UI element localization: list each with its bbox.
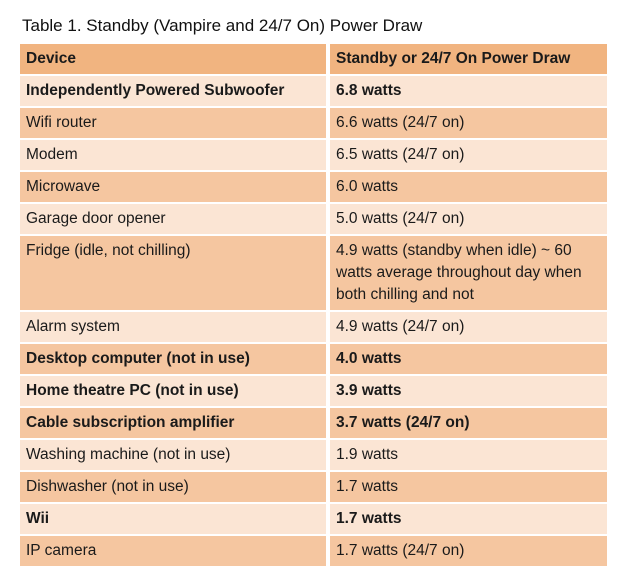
device-cell: Wii bbox=[20, 503, 328, 535]
table-row bbox=[20, 203, 607, 235]
device-cell: Independently Powered Subwoofer bbox=[20, 75, 328, 107]
table-row bbox=[20, 343, 607, 375]
device-cell: Wifi router bbox=[20, 107, 328, 139]
power-draw-cell: 1.7 watts bbox=[328, 503, 607, 535]
power-draw-cell: 3.9 watts bbox=[328, 375, 607, 407]
device-cell: Desktop computer (not in use) bbox=[20, 343, 328, 375]
column-header-power: Standby or 24/7 On Power Draw bbox=[328, 44, 607, 75]
device-cell: Garage door opener bbox=[20, 203, 328, 235]
device-cell: IP camera bbox=[20, 535, 328, 567]
power-draw-cell: 4.9 watts (24/7 on) bbox=[328, 311, 607, 343]
table-row bbox=[20, 375, 607, 407]
table-row bbox=[20, 139, 607, 171]
power-draw-cell: 5.0 watts (24/7 on) bbox=[328, 203, 607, 235]
device-cell: Fridge (idle, not chilling) bbox=[20, 235, 328, 311]
device-cell: Cable subscription amplifier bbox=[20, 407, 328, 439]
power-draw-table bbox=[20, 44, 607, 568]
device-cell: Alarm system bbox=[20, 311, 328, 343]
table-row bbox=[20, 503, 607, 535]
device-cell: Modem bbox=[20, 139, 328, 171]
device-cell: Home theatre PC (not in use) bbox=[20, 375, 328, 407]
table-row bbox=[20, 407, 607, 439]
table-row bbox=[20, 311, 607, 343]
device-cell: Washing machine (not in use) bbox=[20, 439, 328, 471]
power-draw-cell: 4.9 watts (standby when idle) ~ 60 watts average throughout day when both chilling and not bbox=[328, 235, 607, 311]
power-draw-cell: 3.7 watts (24/7 on) bbox=[328, 407, 607, 439]
power-draw-cell: 4.0 watts bbox=[328, 343, 607, 375]
power-draw-cell: 1.7 watts (24/7 on) bbox=[328, 535, 607, 567]
device-cell: Dishwasher (not in use) bbox=[20, 471, 328, 503]
table-row bbox=[20, 535, 607, 567]
table-row bbox=[20, 235, 607, 311]
power-draw-cell: 6.6 watts (24/7 on) bbox=[328, 107, 607, 139]
power-draw-cell: 6.5 watts (24/7 on) bbox=[328, 139, 607, 171]
table-row bbox=[20, 75, 607, 107]
table-header-row bbox=[20, 44, 607, 75]
table-row bbox=[20, 107, 607, 139]
device-cell: Microwave bbox=[20, 171, 328, 203]
table-row bbox=[20, 471, 607, 503]
power-draw-cell: 1.7 watts bbox=[328, 471, 607, 503]
power-draw-cell: 6.0 watts bbox=[328, 171, 607, 203]
table-caption: Table 1. Standby (Vampire and 24/7 On) Power Draw bbox=[22, 16, 423, 35]
power-draw-cell: 1.9 watts bbox=[328, 439, 607, 471]
power-draw-cell: 6.8 watts bbox=[328, 75, 607, 107]
table-row bbox=[20, 171, 607, 203]
table-body bbox=[20, 75, 607, 567]
column-header-device: Device bbox=[20, 44, 328, 75]
table-row bbox=[20, 439, 607, 471]
